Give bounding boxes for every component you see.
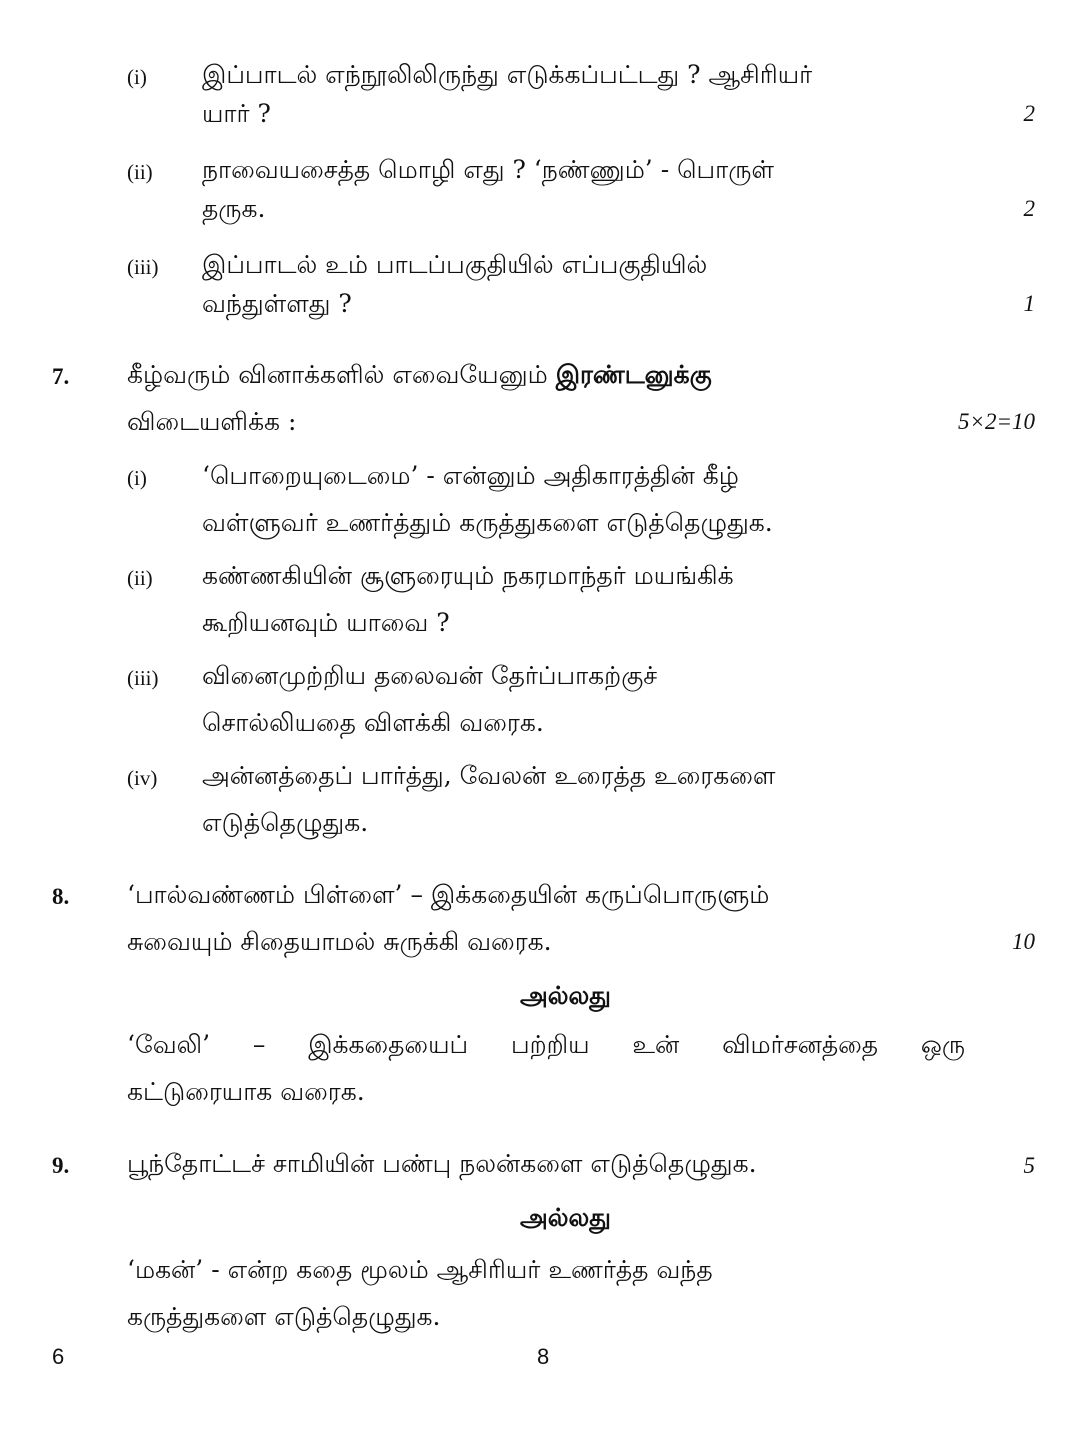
subpart-text: வள்ளுவர் உணர்த்தும் கருத்துகளை எடுத்தெழுதுக. xyxy=(202,508,773,537)
marks: 10 xyxy=(1012,929,1035,954)
subpart-text: எடுத்தெழுதுக. xyxy=(202,808,369,837)
marks: 1 xyxy=(1023,291,1035,316)
question-text: ‘பால்வண்ணம் பிள்ளை’ – இக்கதையின் கருப்பொருளும் xyxy=(127,880,770,909)
subpart-text: அன்னத்தைப் பார்த்து, வேலன் உரைத்த உரைகளை xyxy=(202,761,776,790)
alternative-question-text: ‘வேலி’ – இக்கதையைப் பற்றிய உன் விமர்சனத்தை ஒரு xyxy=(127,1030,965,1059)
alternative-question-text: ‘மகன்’ - என்ற கதை மூலம் ஆசிரியர் உணர்த்த வந்த xyxy=(127,1255,713,1284)
subpart-text: வினைமுற்றிய தலைவன் தேர்ப்பாகற்குச் xyxy=(202,661,658,690)
subpart-text: இப்பாடல் உம் பாடப்பகுதியில் எப்பகுதியில் xyxy=(202,250,708,279)
subpart-text: கூறியனவும் யாவை ? xyxy=(202,608,450,637)
question-number: 8. xyxy=(52,884,70,909)
question-number: 7. xyxy=(52,364,70,389)
marks: 2 xyxy=(1023,101,1035,126)
subpart-text: இப்பாடல் எந்நூலிலிருந்து எடுக்கப்பட்டது ? ஆசிரியர் xyxy=(202,60,813,89)
subpart-label: (ii) xyxy=(127,566,153,590)
question-text: பூந்தோட்டச் சாமியின் பண்பு நலன்களை எடுத்தெழுதுக. xyxy=(127,1149,757,1178)
subpart-text: கண்ணகியின் சூளுரையும் நகரமாந்தர் மயங்கிக் xyxy=(202,561,734,590)
or-separator: அல்லது xyxy=(520,981,611,1010)
footer-code: 6 xyxy=(52,1344,65,1369)
question-text-bold: இரண்டனுக்கு xyxy=(555,360,712,389)
alternative-question-text: கருத்துகளை எடுத்தெழுதுக. xyxy=(127,1302,441,1331)
subpart-label: (iv) xyxy=(127,766,158,790)
alternative-question-text: கட்டுரையாக வரைக. xyxy=(127,1077,365,1106)
question-text: விடையளிக்க : xyxy=(127,407,297,436)
marks: 5×2=10 xyxy=(957,409,1035,434)
subpart-text: வந்துள்ளது ? xyxy=(202,289,352,318)
subpart-text: ‘பொறையுடைமை’ - என்னும் அதிகாரத்தின் கீழ் xyxy=(202,461,739,490)
or-separator: அல்லது xyxy=(520,1203,611,1232)
subpart-text: நாவையசைத்த மொழி எது ? ‘நண்ணும்’ - பொருள் xyxy=(202,155,774,184)
question-text-regular: கீழ்வரும் வினாக்களில் எவையேனும் xyxy=(127,360,556,389)
question-text: சுவையும் சிதையாமல் சுருக்கி வரைக. xyxy=(127,927,552,956)
subpart-text: தருக. xyxy=(202,194,266,223)
subpart-label: (ii) xyxy=(127,160,153,184)
subpart-label: (iii) xyxy=(127,255,159,279)
marks: 5 xyxy=(1023,1153,1035,1178)
subpart-label: (iii) xyxy=(127,666,159,690)
subpart-text: யார் ? xyxy=(202,99,271,128)
subpart-label: (i) xyxy=(127,65,147,89)
subpart-text: சொல்லியதை விளக்கி வரைக. xyxy=(202,708,544,737)
question-number: 9. xyxy=(52,1153,70,1178)
subpart-label: (i) xyxy=(127,466,147,490)
marks: 2 xyxy=(1023,196,1035,221)
page-number: 8 xyxy=(537,1344,550,1369)
question-text xyxy=(127,358,712,392)
